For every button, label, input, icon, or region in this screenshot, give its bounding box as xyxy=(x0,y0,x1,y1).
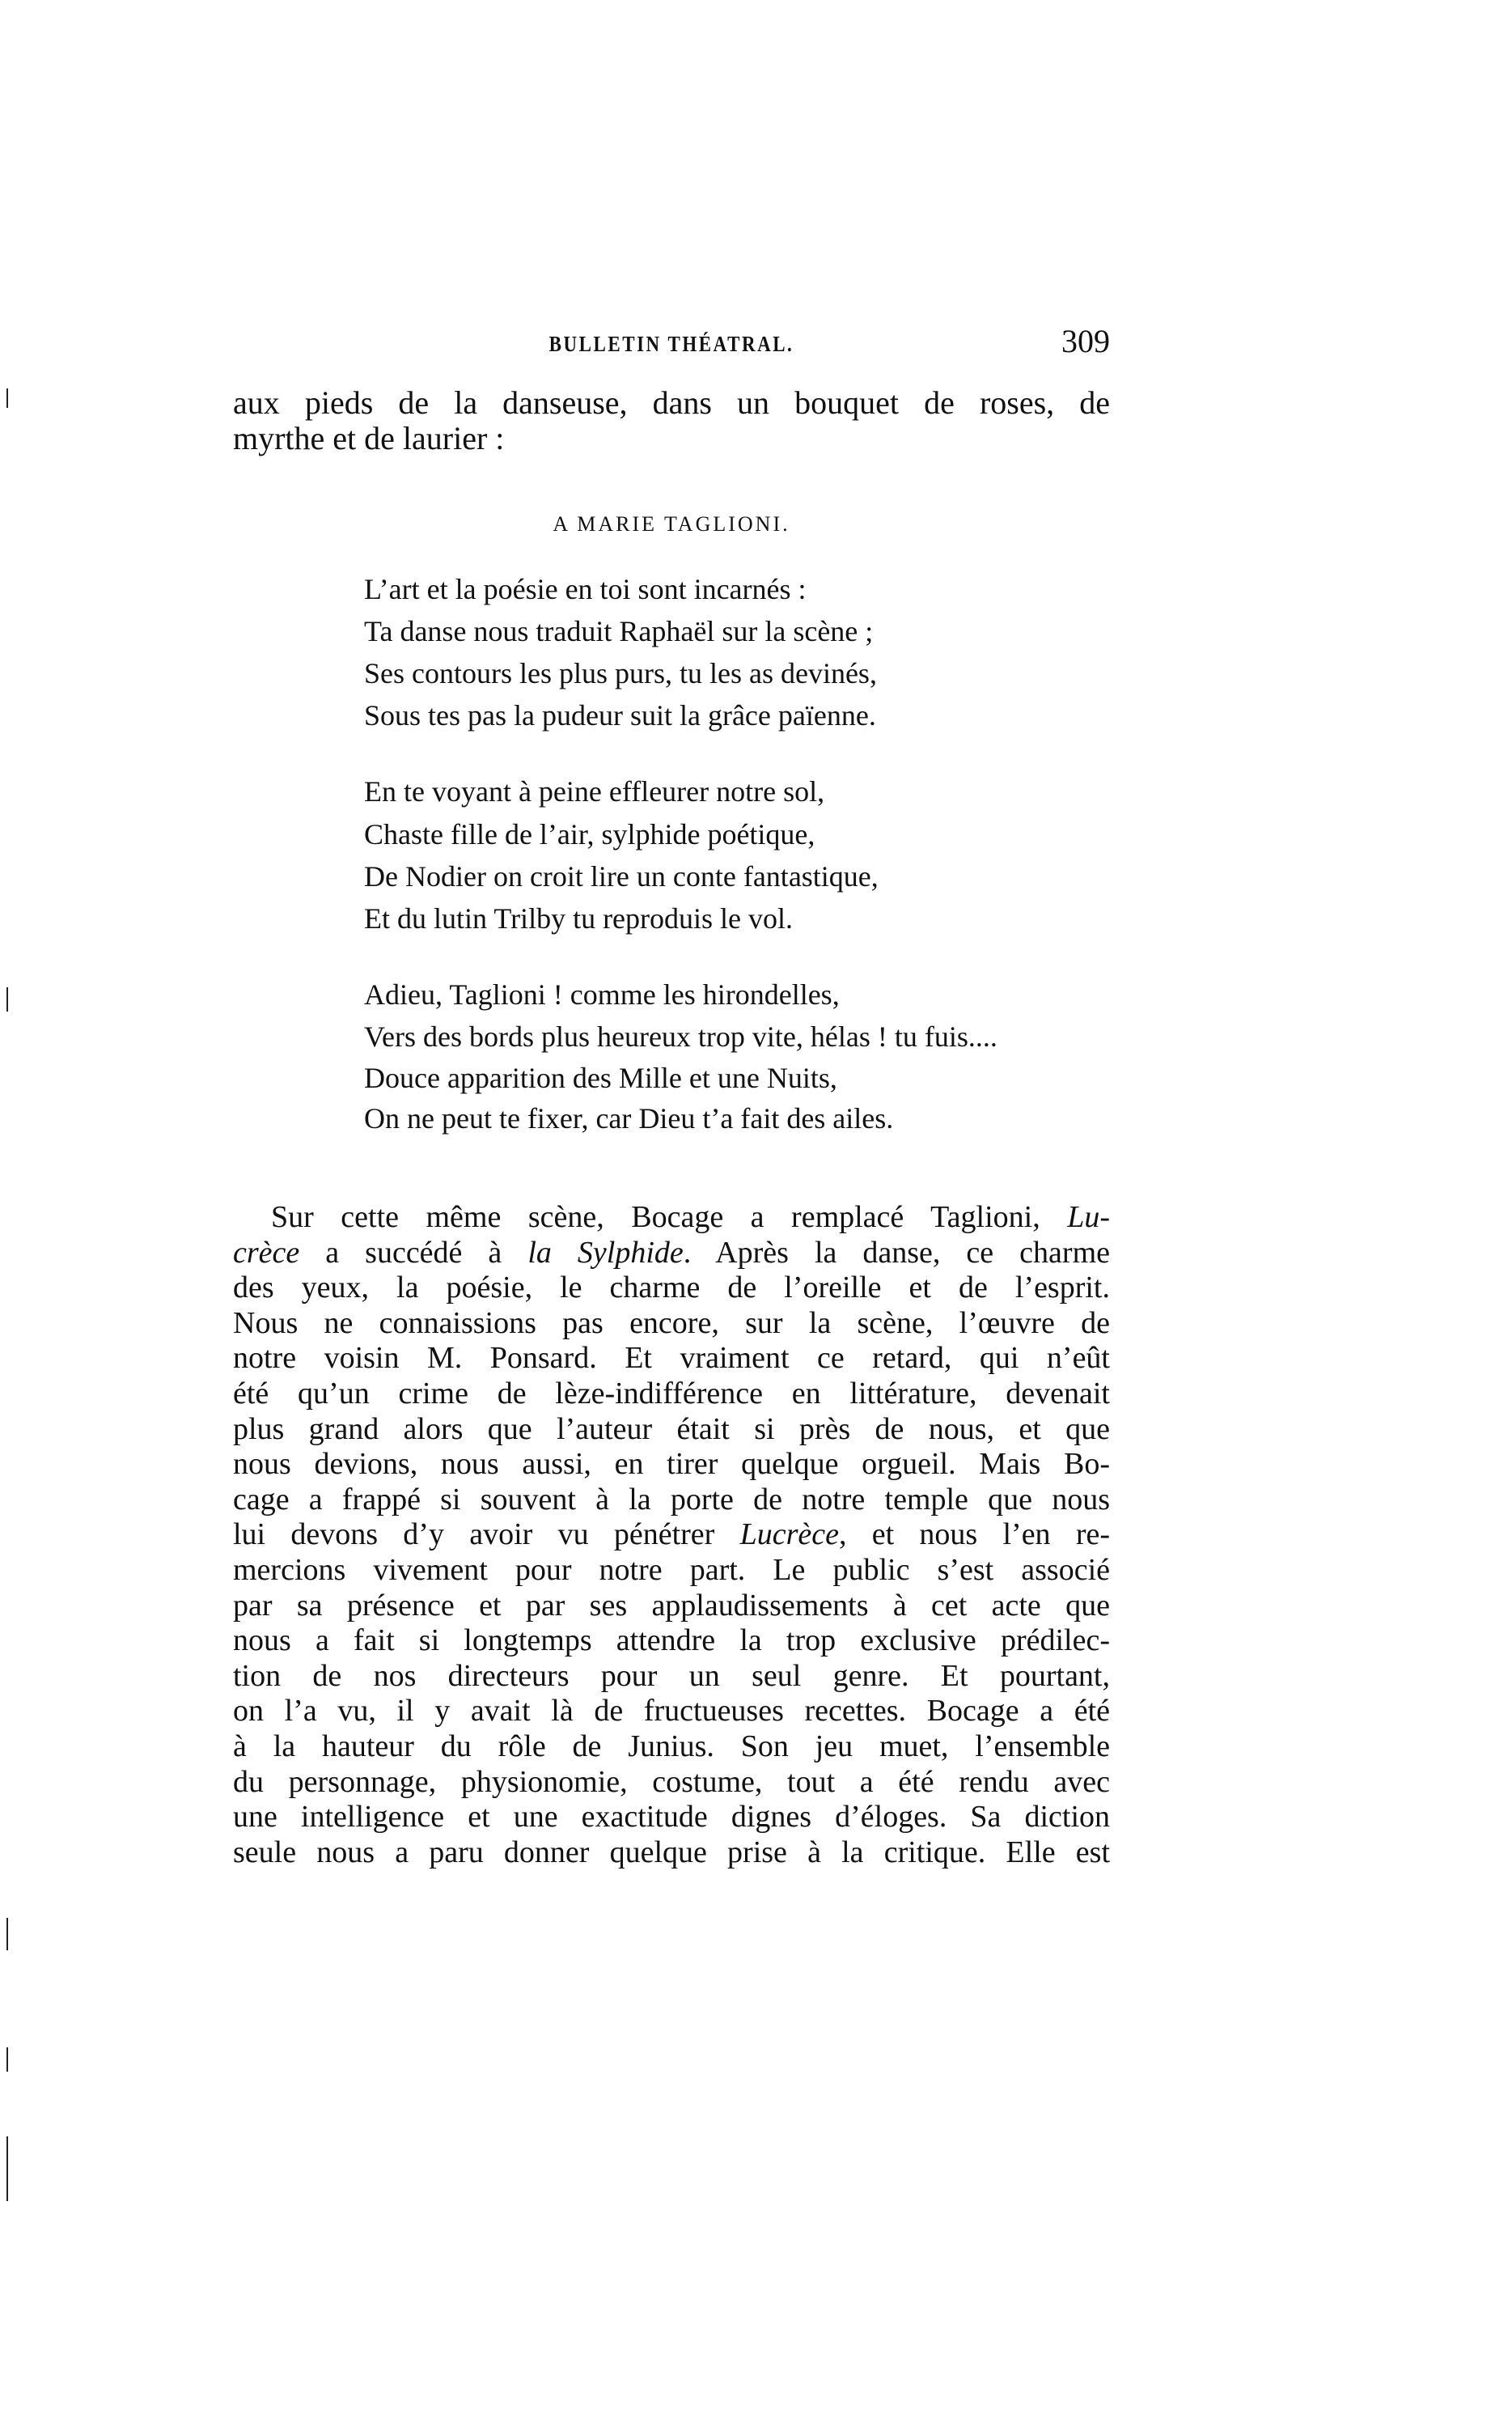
poem-verse-line: Vers des bords plus heureux trop vite, hélas ! tu fuis.... xyxy=(364,1020,997,1053)
text-segment: mercions vivement pour notre part. Le public s’est associé xyxy=(233,1553,1110,1587)
text-segment: tion de nos directeurs pour un seul genre. Et pourtant, xyxy=(233,1658,1110,1693)
text-segment: seule nous a paru donner quelque prise à la critique. Elle est xyxy=(233,1835,1110,1869)
italic-title-text: Lucrèce xyxy=(739,1517,839,1552)
prose-line xyxy=(233,1271,1110,1306)
text-segment: par sa présence et par ses applaudissements à cet acte que xyxy=(233,1588,1110,1623)
intro-line: myrthe et de laurier : xyxy=(233,420,505,456)
scan-mark xyxy=(6,2047,8,2072)
poem-verse-line: Ses contours les plus purs, tu les as devinés, xyxy=(364,657,877,689)
text-segment: du personnage, physionomie, costume, tout a été rendu avec xyxy=(233,1764,1110,1799)
running-title: BULLETIN THÉATRAL. xyxy=(548,332,794,356)
prose-line xyxy=(233,1517,1110,1553)
prose-line xyxy=(233,1553,1110,1589)
text-segment: on l’a vu, il y avait là de fructueuses recettes. Bocage a été xyxy=(233,1694,1110,1729)
prose-line xyxy=(233,1236,1110,1271)
poem-verse-line: Chaste fille de l’air, sylphide poétique, xyxy=(364,818,815,851)
text-segment: lui devons d’y avoir vu pénétrer xyxy=(233,1517,740,1552)
text-segment: , et nous l’en re- xyxy=(838,1517,1111,1552)
prose-line xyxy=(233,1412,1110,1448)
prose-line xyxy=(233,1623,1110,1659)
text-segment: plus grand alors que l’auteur était si près de nous, et que xyxy=(233,1411,1110,1446)
italic-title-text: Lu- xyxy=(1067,1200,1110,1234)
poem-verse-line: Sous tes pas la pudeur suit la grâce païenne. xyxy=(364,699,876,732)
page-header xyxy=(233,322,1110,363)
text-segment: a succédé à xyxy=(299,1235,528,1270)
poem-verse-line: L’art et la poésie en toi sont incarnés : xyxy=(364,573,807,605)
text-segment: nous devions, nous aussi, en tirer quelque orgueil. Mais Bo- xyxy=(233,1447,1110,1482)
prose-line xyxy=(233,1341,1110,1377)
text-segment: été qu’un crime de lèze-indifférence en littérature, devenait xyxy=(233,1377,1110,1411)
text-segment: notre voisin M. Ponsard. Et vraiment ce retard, qui n’eût xyxy=(233,1341,1110,1376)
prose-line xyxy=(233,1589,1110,1624)
text-segment: nous a fait si longtemps attendre la trop exclusive prédilec- xyxy=(233,1623,1110,1658)
scan-mark xyxy=(6,2136,8,2201)
prose-line xyxy=(233,1694,1110,1729)
text-segment: cage a frappé si souvent à la porte de notre temple que nous xyxy=(233,1482,1110,1517)
prose-line xyxy=(233,1483,1110,1518)
text-segment: Sur cette même scène, Bocage a remplacé Taglioni, xyxy=(271,1200,1068,1234)
prose-line xyxy=(233,1659,1110,1695)
prose-line xyxy=(233,1306,1110,1342)
prose-line xyxy=(233,1765,1110,1801)
text-segment: des yeux, la poésie, le charme de l’oreille et de l’esprit. xyxy=(233,1271,1110,1305)
prose-line xyxy=(271,1200,1110,1236)
poem-verse-line: Ta danse nous traduit Raphaël sur la scène ; xyxy=(364,615,874,647)
prose-line xyxy=(233,1800,1110,1835)
text-segment: une intelligence et une exactitude dignes d’éloges. Sa diction xyxy=(233,1800,1110,1835)
page-number: 309 xyxy=(1061,323,1110,359)
italic-title-text: crèce xyxy=(233,1235,300,1270)
prose-line xyxy=(233,1729,1110,1765)
poem-title: A MARIE TAGLIONI. xyxy=(553,512,790,536)
poem-verse-line: Douce apparition des Mille et une Nuits, xyxy=(364,1062,837,1094)
italic-title-text: la Sylphide xyxy=(527,1235,684,1270)
scan-mark xyxy=(6,987,8,1012)
text-segment: Nous ne connaissions pas encore, sur la scène, l’œuvre de xyxy=(233,1305,1110,1340)
poem-verse-line: On ne peut te fixer, car Dieu t’a fait des ailes. xyxy=(364,1102,894,1135)
text-segment: à la hauteur du rôle de Junius. Son jeu muet, l’ensemble xyxy=(233,1729,1110,1763)
poem-verse-line: Adieu, Taglioni ! comme les hirondelles, xyxy=(364,978,840,1011)
scan-mark xyxy=(6,388,8,408)
prose-line xyxy=(233,1447,1110,1483)
intro-line: aux pieds de la danseuse, dans un bouquet de roses, de xyxy=(233,384,1110,421)
poem-verse-line: Et du lutin Trilby tu reproduis le vol. xyxy=(364,902,794,935)
prose-line xyxy=(233,1835,1110,1871)
prose-line xyxy=(233,1377,1110,1412)
poem-verse-line: De Nodier on croit lire un conte fantastique, xyxy=(364,860,879,893)
scan-mark xyxy=(6,1918,8,1950)
text-segment: . Après la danse, ce charme xyxy=(683,1235,1110,1270)
poem-verse-line: En te voyant à peine effleurer notre sol, xyxy=(364,775,825,808)
